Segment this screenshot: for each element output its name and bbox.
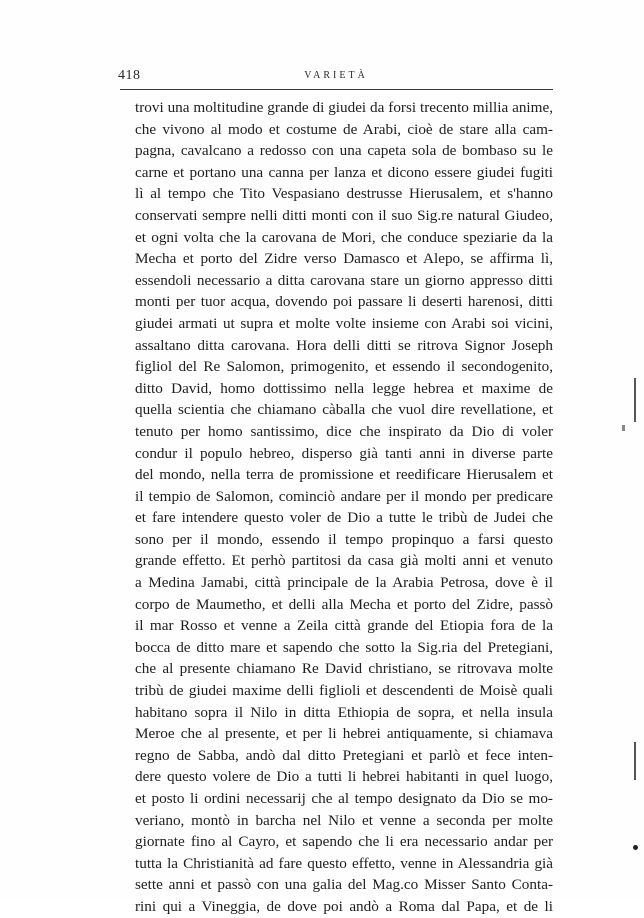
text-line: tenuto per homo santissimo, dice che inspirato da Dio di voler xyxy=(135,422,553,440)
text-line: sette anni et passò con una galia del Mag.co Misser Santo Conta- xyxy=(135,876,553,894)
text-line: tutta la Christianità ad fare questo effetto, venne in Alessandria già xyxy=(135,854,553,872)
text-line: assaltano ditta carovana. Hora delli ditti se ritrova Signor Joseph xyxy=(135,336,553,354)
text-line: trovi una moltitudine grande di giudei da forsi trecento millia anime, xyxy=(135,99,553,116)
text-line: quella scientia che chiamano càballa che vuol dire revellatione, et xyxy=(135,401,553,419)
margin-scan-dot xyxy=(633,845,638,850)
page-number: 418 xyxy=(118,68,141,83)
text-line: il tempio de Salomon, cominciò andare per il mondo per predicare xyxy=(135,487,553,505)
text-line: lì al tempo che Tito Vespasiano destrusse Hierusalem, et s'hanno xyxy=(135,185,553,203)
text-line: ditto David, homo dottissimo nella legge hebrea et maxime de xyxy=(135,379,553,397)
text-line: Meroe che al presente, et per li hebrei antiquamente, si chiamava xyxy=(135,725,553,743)
header-rule xyxy=(120,89,553,90)
text-line: rini qui a Vineggia, de dove poi andò a Roma dal Papa, et de li xyxy=(135,897,553,915)
text-line: pagna, cavalcano a redosso con una capeta sola de bombaso su le xyxy=(135,142,553,160)
text-line: il mar Rosso et venne a Zeila città grande del Etiopia fora de la xyxy=(135,617,553,635)
text-line: che vivono al modo et costume de Arabi, cioè de stare alla cam- xyxy=(135,120,553,138)
text-line: veriano, montò in barcha nel Nilo et venne a seconda per molte xyxy=(135,811,553,829)
text-line: Mecha et porto del Zidre verso Damasco et Alepo, se affirma lì, xyxy=(135,250,553,268)
text-line: et fare intendere questo voler de Dio a tutte le tribù de Judei che xyxy=(135,509,553,527)
text-line: giudei armati ut supra et molte volte insieme con Arabi soi vicini, xyxy=(135,314,553,332)
text-line: habitano sopra il Nilo in ditta Ethiopia de sopra, et nella insula xyxy=(135,703,553,721)
text-line: tribù de giudei maxime delli figlioli et descendenti de Moisè quali xyxy=(135,682,553,700)
text-line: corpo de Maumetho, et delli alla Mecha et porto del Zidre, passò xyxy=(135,595,553,613)
text-line: regno de Sabba, andò dal ditto Pretegiani et parlò et fece inten- xyxy=(135,746,553,764)
text-line: a Medina Jamabi, città principale de la Arabia Petrosa, dove è il xyxy=(135,574,553,592)
text-line: figliol del Re Salomon, primogenito, et essendo il secondogenito, xyxy=(135,358,553,376)
margin-scan-mark xyxy=(634,742,636,780)
text-line: et posto li ordini necessarij che al tempo designato da Dio se mo- xyxy=(135,790,553,807)
page-header xyxy=(118,68,554,86)
text-line: bocca de ditto mare et sapendo che sotto la Sig.ria del Pretegiani, xyxy=(135,638,553,656)
text-line: carne et portano una canna per lanza et dicono essere giudei fugiti xyxy=(135,163,553,181)
text-line: che al presente chiamano Re David christiano, se ritrovava molte xyxy=(135,660,553,678)
text-line: conservati sempre nelli ditti monti con il suo Sig.re natural Giudeo, xyxy=(135,206,553,224)
text-line: sono per il mondo, essendo il tempo propinquo a farsi questo xyxy=(135,530,553,548)
margin-scan-mark xyxy=(634,378,636,422)
text-line: essendoli necessario a ditta carovana stare un giorno appresso ditti xyxy=(135,271,553,289)
margin-scan-mark xyxy=(622,425,625,431)
text-line: grande effetto. Et perhò partitosi da casa già molti anni et venuto xyxy=(135,552,553,570)
text-line: del mondo, nella terra de promissione et reedificare Hierusalem et xyxy=(135,466,553,484)
text-line: dere questo volere de Dio a tutti li hebrei habitanti in quel luogo, xyxy=(135,768,553,786)
body-text xyxy=(135,97,553,918)
text-line: giornate fino al Cayro, et sapendo che li era necessario andar per xyxy=(135,833,553,851)
text-line: condur il populo hebreo, disperso già tanti anni in diverse parte xyxy=(135,444,553,462)
running-head: VARIETÀ xyxy=(304,70,368,81)
text-line: monti per tuor acqua, dovendo poi passare li deserti harenosi, ditti xyxy=(135,293,553,311)
text-line: et ogni volta che la carovana de Mori, che conduce speziarie da la xyxy=(135,228,553,246)
